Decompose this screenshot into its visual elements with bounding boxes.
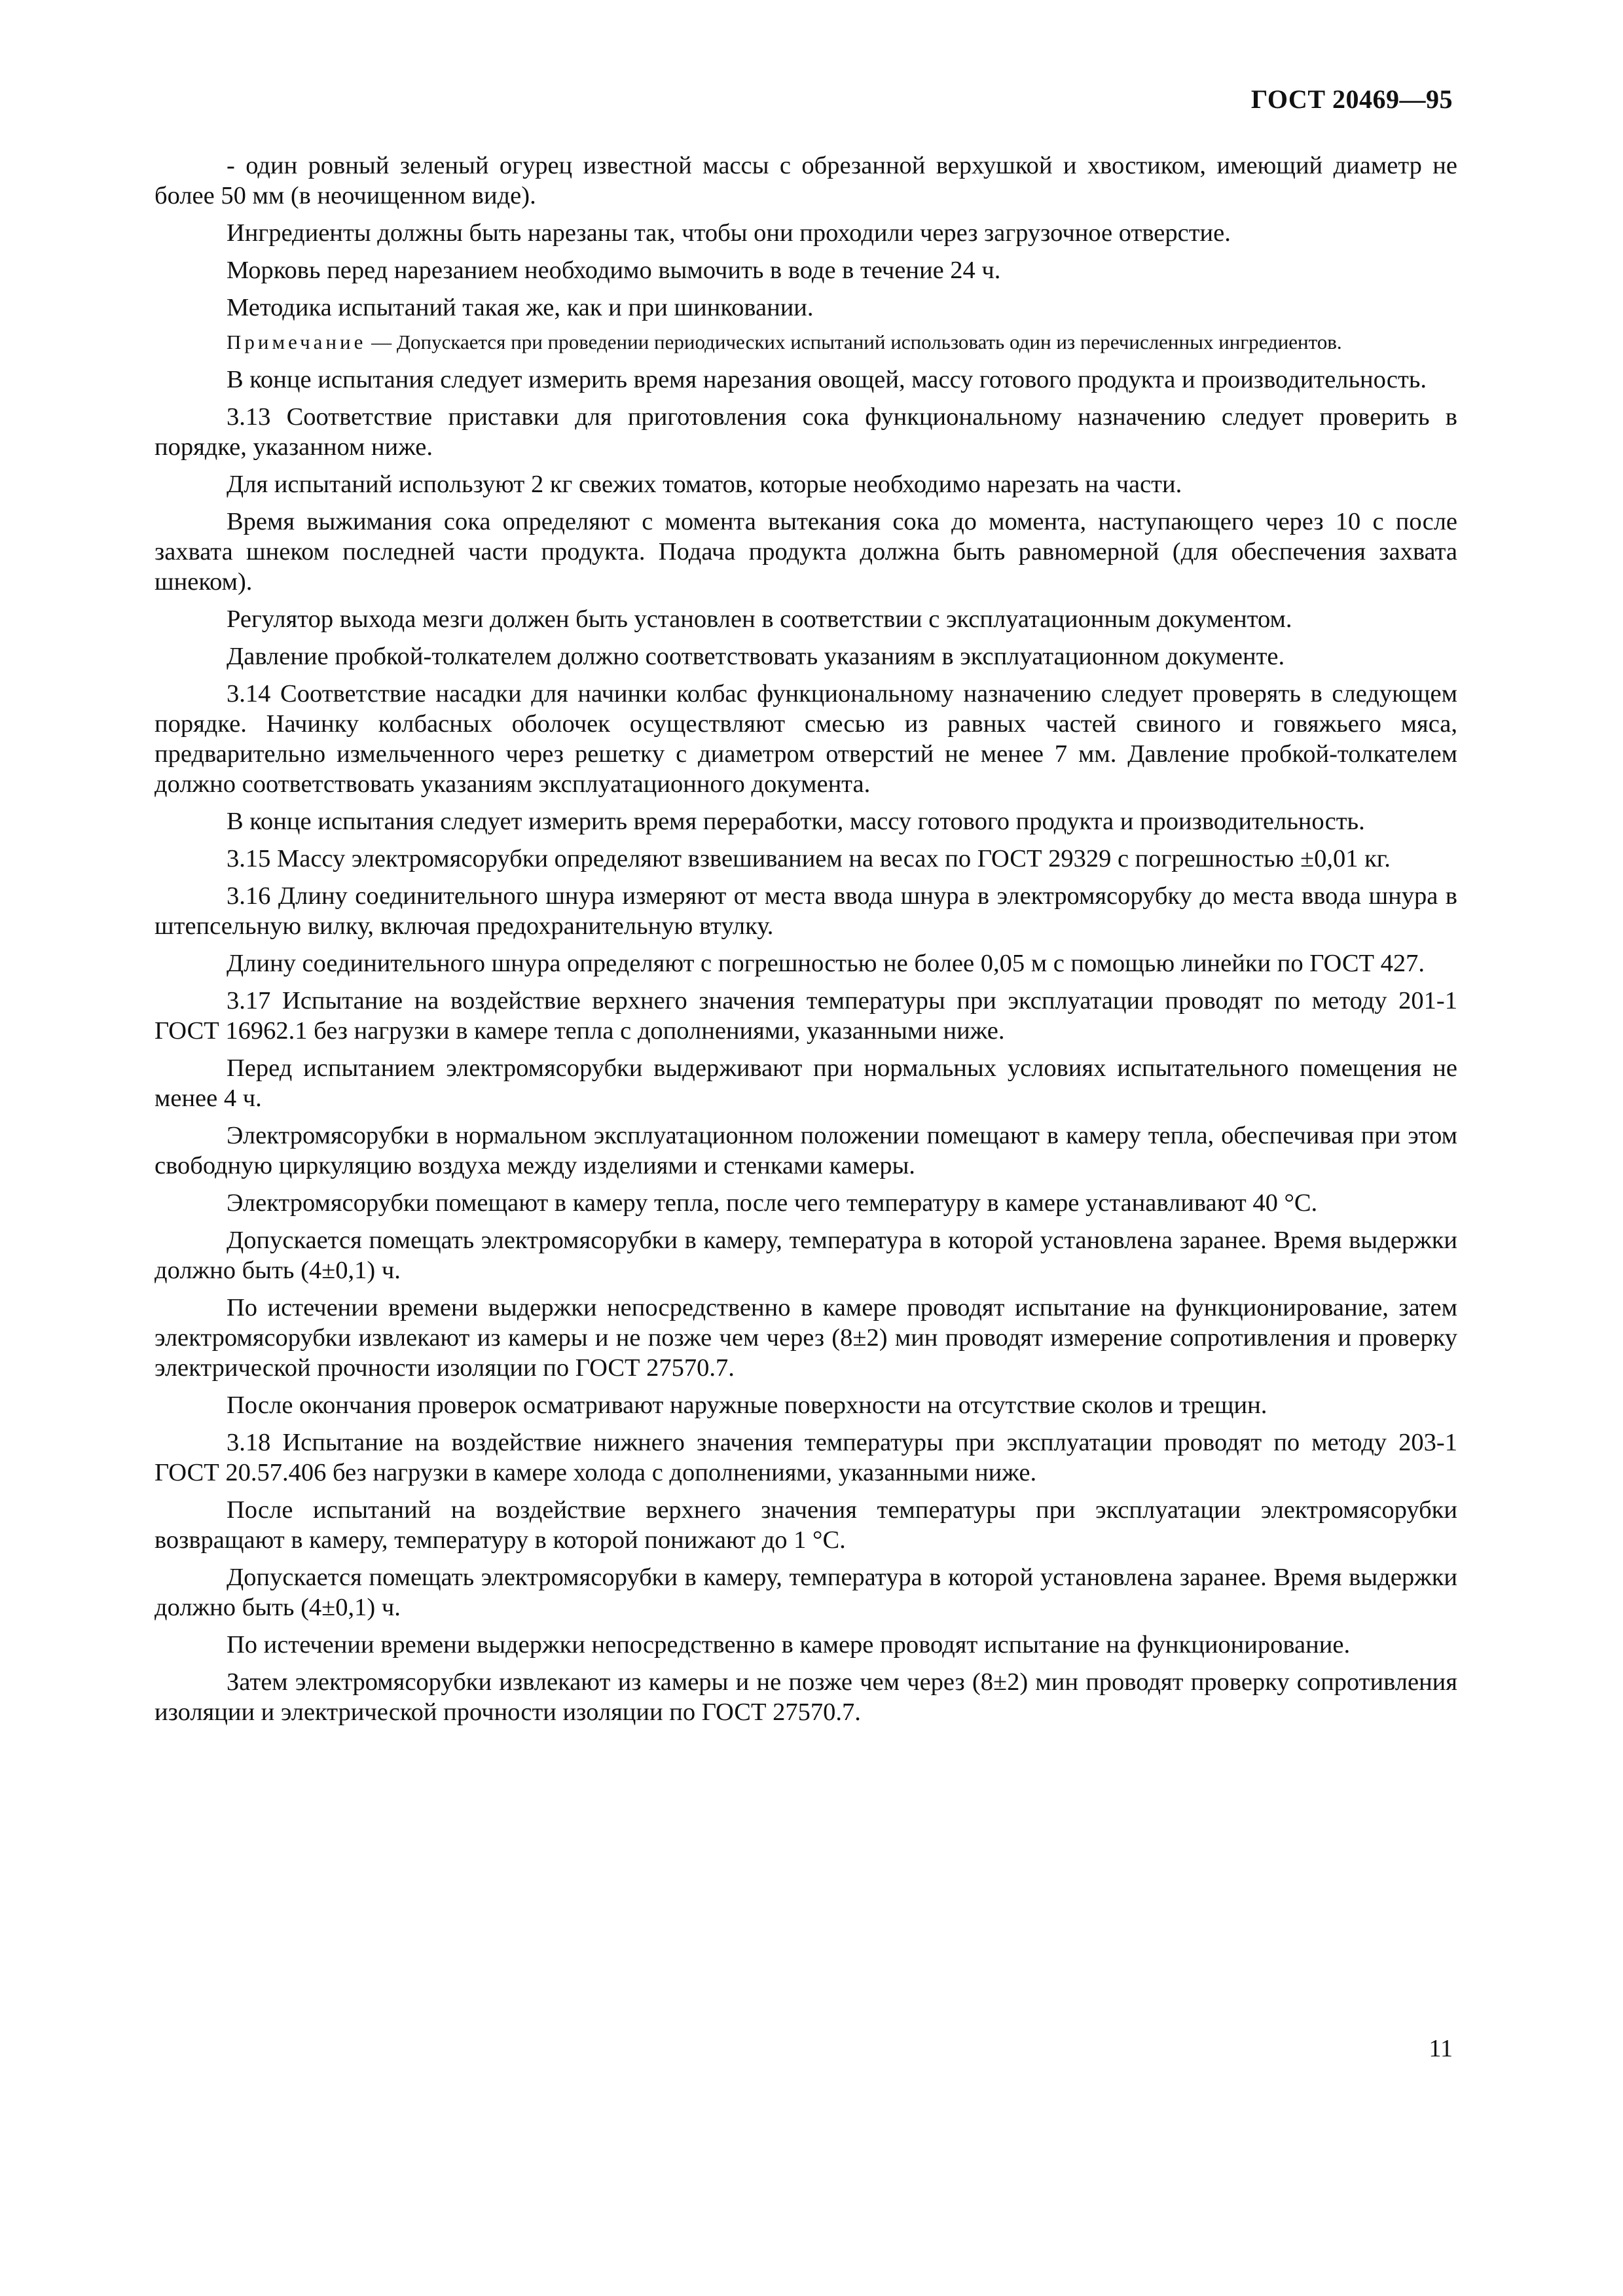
paragraph: Затем электромясорубки извлекают из камеры и не позже чем через (8±2) мин проводят проверку сопротивления изоляции и электрической прочности изоляции по ГОСТ 27570.7.: [155, 1668, 1457, 1726]
paragraph: 3.14 Соответствие насадки для начинки колбас функциональному назначению следует проверять в следующем порядке. Начинку колбасных оболочек осуществляют смесью из равных частей свиного и говяжьего мяса, предварительно измельченного через решетку с диаметром отверстий не менее 7 мм. Давление пробкой-толкателем должно соответствовать указаниям эксплуатационного документа.: [155, 680, 1457, 798]
paragraph: Перед испытанием электромясорубки выдерживают при нормальных условиях испытательного помещения не менее 4 ч.: [155, 1054, 1457, 1112]
paragraph: По истечении времени выдержки непосредственно в камере проводят испытание на функционирование.: [227, 1631, 1351, 1659]
paragraph: Допускается помещать электромясорубки в камеру, температура в которой установлена заранее. Время выдержки должно быть (4±0,1) ч.: [155, 1227, 1457, 1284]
paragraph: Электромясорубки в нормальном эксплуатационном положении помещают в камеру тепла, обеспечивая при этом свободную циркуляцию воздуха между изделиями и стенками камеры.: [155, 1122, 1457, 1179]
page-header-standard: ГОСТ 20469—95: [1250, 84, 1453, 114]
paragraph: 3.17 Испытание на воздействие верхнего значения температуры при эксплуатации проводят по методу 201-1 ГОСТ 16962.1 без нагрузки в камере тепла с дополнениями, указанными ниже.: [155, 987, 1457, 1045]
paragraph: Время выжимания сока определяют с момента вытекания сока до момента, наступающего через 10 с после захвата шнеком последней части продукта. Подача продукта должна быть равномерной (для обеспечения захвата шнеком).: [155, 508, 1457, 596]
paragraph: 3.16 Длину соединительного шнура измеряют от места ввода шнура в электромясорубку до места ввода шнура в штепсельную вилку, включая предохранительную втулку.: [155, 882, 1457, 940]
paragraph: В конце испытания следует измерить время переработки, массу готового продукта и производительность.: [227, 808, 1365, 835]
note-paragraph: [155, 330, 1457, 354]
paragraph: Для испытаний используют 2 кг свежих томатов, которые необходимо нарезать на части.: [227, 471, 1182, 498]
paragraph: 3.13 Соответствие приставки для приготовления сока функциональному назначению следует проверить в порядке, указанном ниже.: [155, 403, 1457, 461]
paragraph: Длину соединительного шнура определяют с погрешностью не более 0,05 м с помощью линейки по ГОСТ 427.: [227, 950, 1425, 977]
document-body: [155, 151, 1457, 1734]
note-text: — Допускается при проведении периодических испытаний использовать один из перечисленных ингредиентов.: [366, 331, 1342, 353]
paragraph: По истечении времени выдержки непосредственно в камере проводят испытание на функционирование, затем электромясорубки извлекают из камеры и не позже чем через (8±2) мин проводят измерение сопротивления и проверку электрической прочности изоляции по ГОСТ 27570.7.: [155, 1294, 1457, 1382]
page-number: 11: [1429, 2035, 1453, 2062]
paragraph: Давление пробкой-толкателем должно соответствовать указаниям в эксплуатационном документе.: [227, 643, 1285, 670]
paragraph: Морковь перед нарезанием необходимо вымочить в воде в течение 24 ч.: [227, 257, 1001, 284]
paragraph: Электромясорубки помещают в камеру тепла, после чего температуру в камере устанавливают 40 °С.: [227, 1189, 1318, 1217]
paragraph: Допускается помещать электромясорубки в камеру, температура в которой установлена заранее. Время выдержки должно быть (4±0,1) ч.: [155, 1564, 1457, 1621]
paragraph: - один ровный зеленый огурец известной массы с обрезанной верхушкой и хвостиком, имеющий диаметр не более 50 мм (в неочищенном виде).: [155, 152, 1457, 209]
paragraph: В конце испытания следует измерить время нарезания овощей, массу готового продукта и производительность.: [227, 366, 1427, 393]
paragraph: Ингредиенты должны быть нарезаны так, чтобы они проходили через загрузочное отверстие.: [227, 219, 1231, 247]
paragraph: После испытаний на воздействие верхнего значения температуры при эксплуатации электромясорубки возвращают в камеру, температуру в которой понижают до 1 °С.: [155, 1496, 1457, 1554]
note-label: Примечание: [227, 331, 367, 353]
paragraph: 3.15 Массу электромясорубки определяют взвешиванием на весах по ГОСТ 29329 с погрешностью ±0,01 кг.: [227, 845, 1391, 872]
paragraph: После окончания проверок осматривают наружные поверхности на отсутствие сколов и трещин.: [227, 1391, 1267, 1419]
paragraph: Методика испытаний такая же, как и при шинковании.: [227, 294, 814, 321]
paragraph: 3.18 Испытание на воздействие нижнего значения температуры при эксплуатации проводят по методу 203-1 ГОСТ 20.57.406 без нагрузки в камере холода с дополнениями, указанными ниже.: [155, 1429, 1457, 1486]
paragraph: Регулятор выхода мезги должен быть установлен в соответствии с эксплуатационным документом.: [227, 605, 1292, 633]
